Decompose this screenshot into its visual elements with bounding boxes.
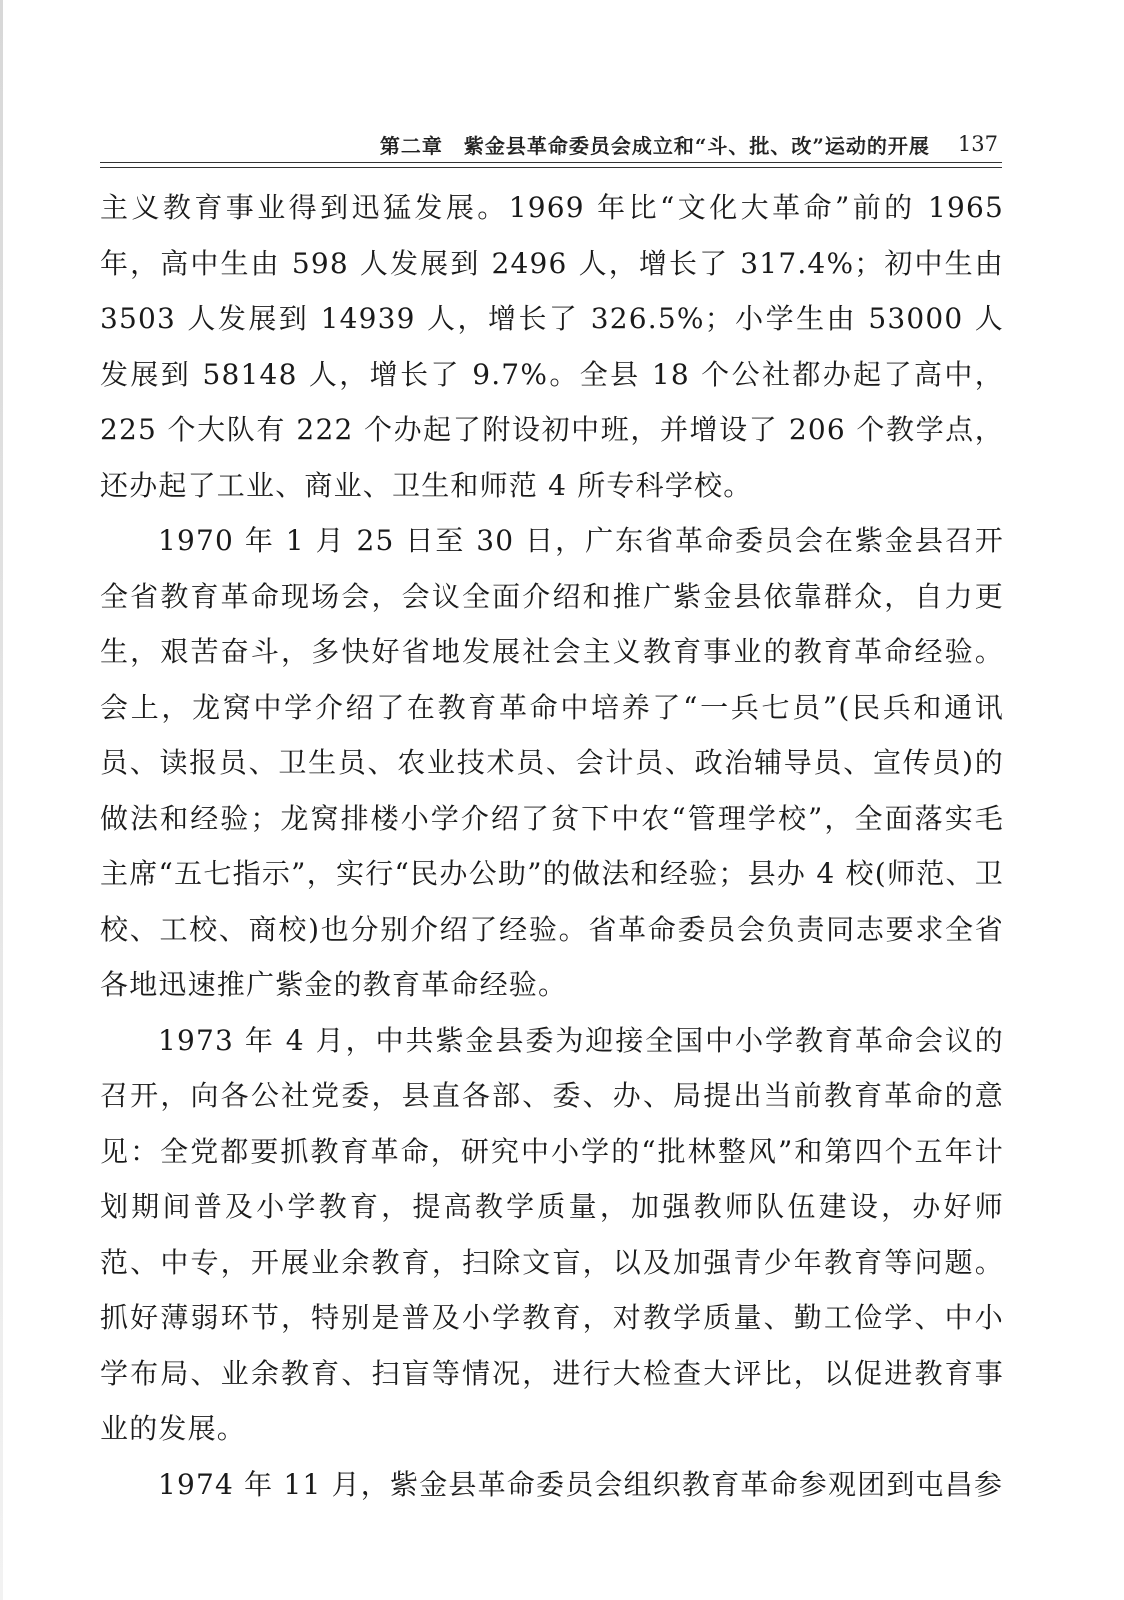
header-rule-thin bbox=[100, 167, 1002, 168]
paragraph-1: 主义教育事业得到迅猛发展。1969 年比“文化大革命”前的 1965 年，高中生由 598 人发展到 2496 人，增长了 317.4%；初中生由 3503 人发展到 14939 人，增长了 326.5%；小学生由 53000 人发展到 58148 人，增长了 9.7%。全县 18 个公社都办起了高中，225 个大队有 222 个办起了附设初中班，并增设了 206 个教学点，还办起了工业、商业、卫生和师范 4 所专科学校。 bbox=[100, 191, 1004, 502]
page-edge-shadow bbox=[0, 0, 3, 1600]
paragraph-3: 1973 年 4 月，中共紫金县委为迎接全国中小学教育革命会议的召开，向各公社党委，县直各部、委、办、局提出当前教育革命的意见：全党都要抓教育革命，研究中小学的“批林整风”和第四个五年计划期间普及小学教育，提高教学质量，加强教师队伍建设，办好师范、中专，开展业余教育，扫除文盲，以及加强青少年教育等问题。抓好薄弱环节，特别是普及小学教育，对教学质量、勤工俭学、中小学布局、业余教育、扫盲等情况，进行大检查大评比，以促进教育事业的发展。 bbox=[100, 1023, 1004, 1445]
body-text bbox=[100, 180, 1004, 1512]
paragraph-4: 1974 年 11 月，紫金县革命委员会组织教育革命参观团到屯昌参 bbox=[158, 1467, 1004, 1501]
paragraph-2: 1970 年 1 月 25 日至 30 日，广东省革命委员会在紫金县召开全省教育革命现场会，会议全面介绍和推广紫金县依靠群众，自力更生，艰苦奋斗，多快好省地发展社会主义教育事业的教育革命经验。会上，龙窝中学介绍了在教育革命中培养了“一兵七员”(民兵和通讯员、读报员、卫生员、农业技术员、会计员、政治辅导员、宣传员)的做法和经验；龙窝排楼小学介绍了贫下中农“管理学校”，全面落实毛主席“五七指示”，实行“民办公助”的做法和经验；县办 4 校(师范、卫校、工校、商校)也分别介绍了经验。省革命委员会负责同志要求全省各地迅速推广紫金的教育革命经验。 bbox=[100, 524, 1004, 1001]
page-number: 137 bbox=[957, 132, 998, 156]
header-rule-thick bbox=[100, 162, 1002, 163]
running-header bbox=[100, 126, 998, 162]
chapter-title: 第二章 紫金县革命委员会成立和“斗、批、改”运动的开展 bbox=[379, 133, 930, 158]
